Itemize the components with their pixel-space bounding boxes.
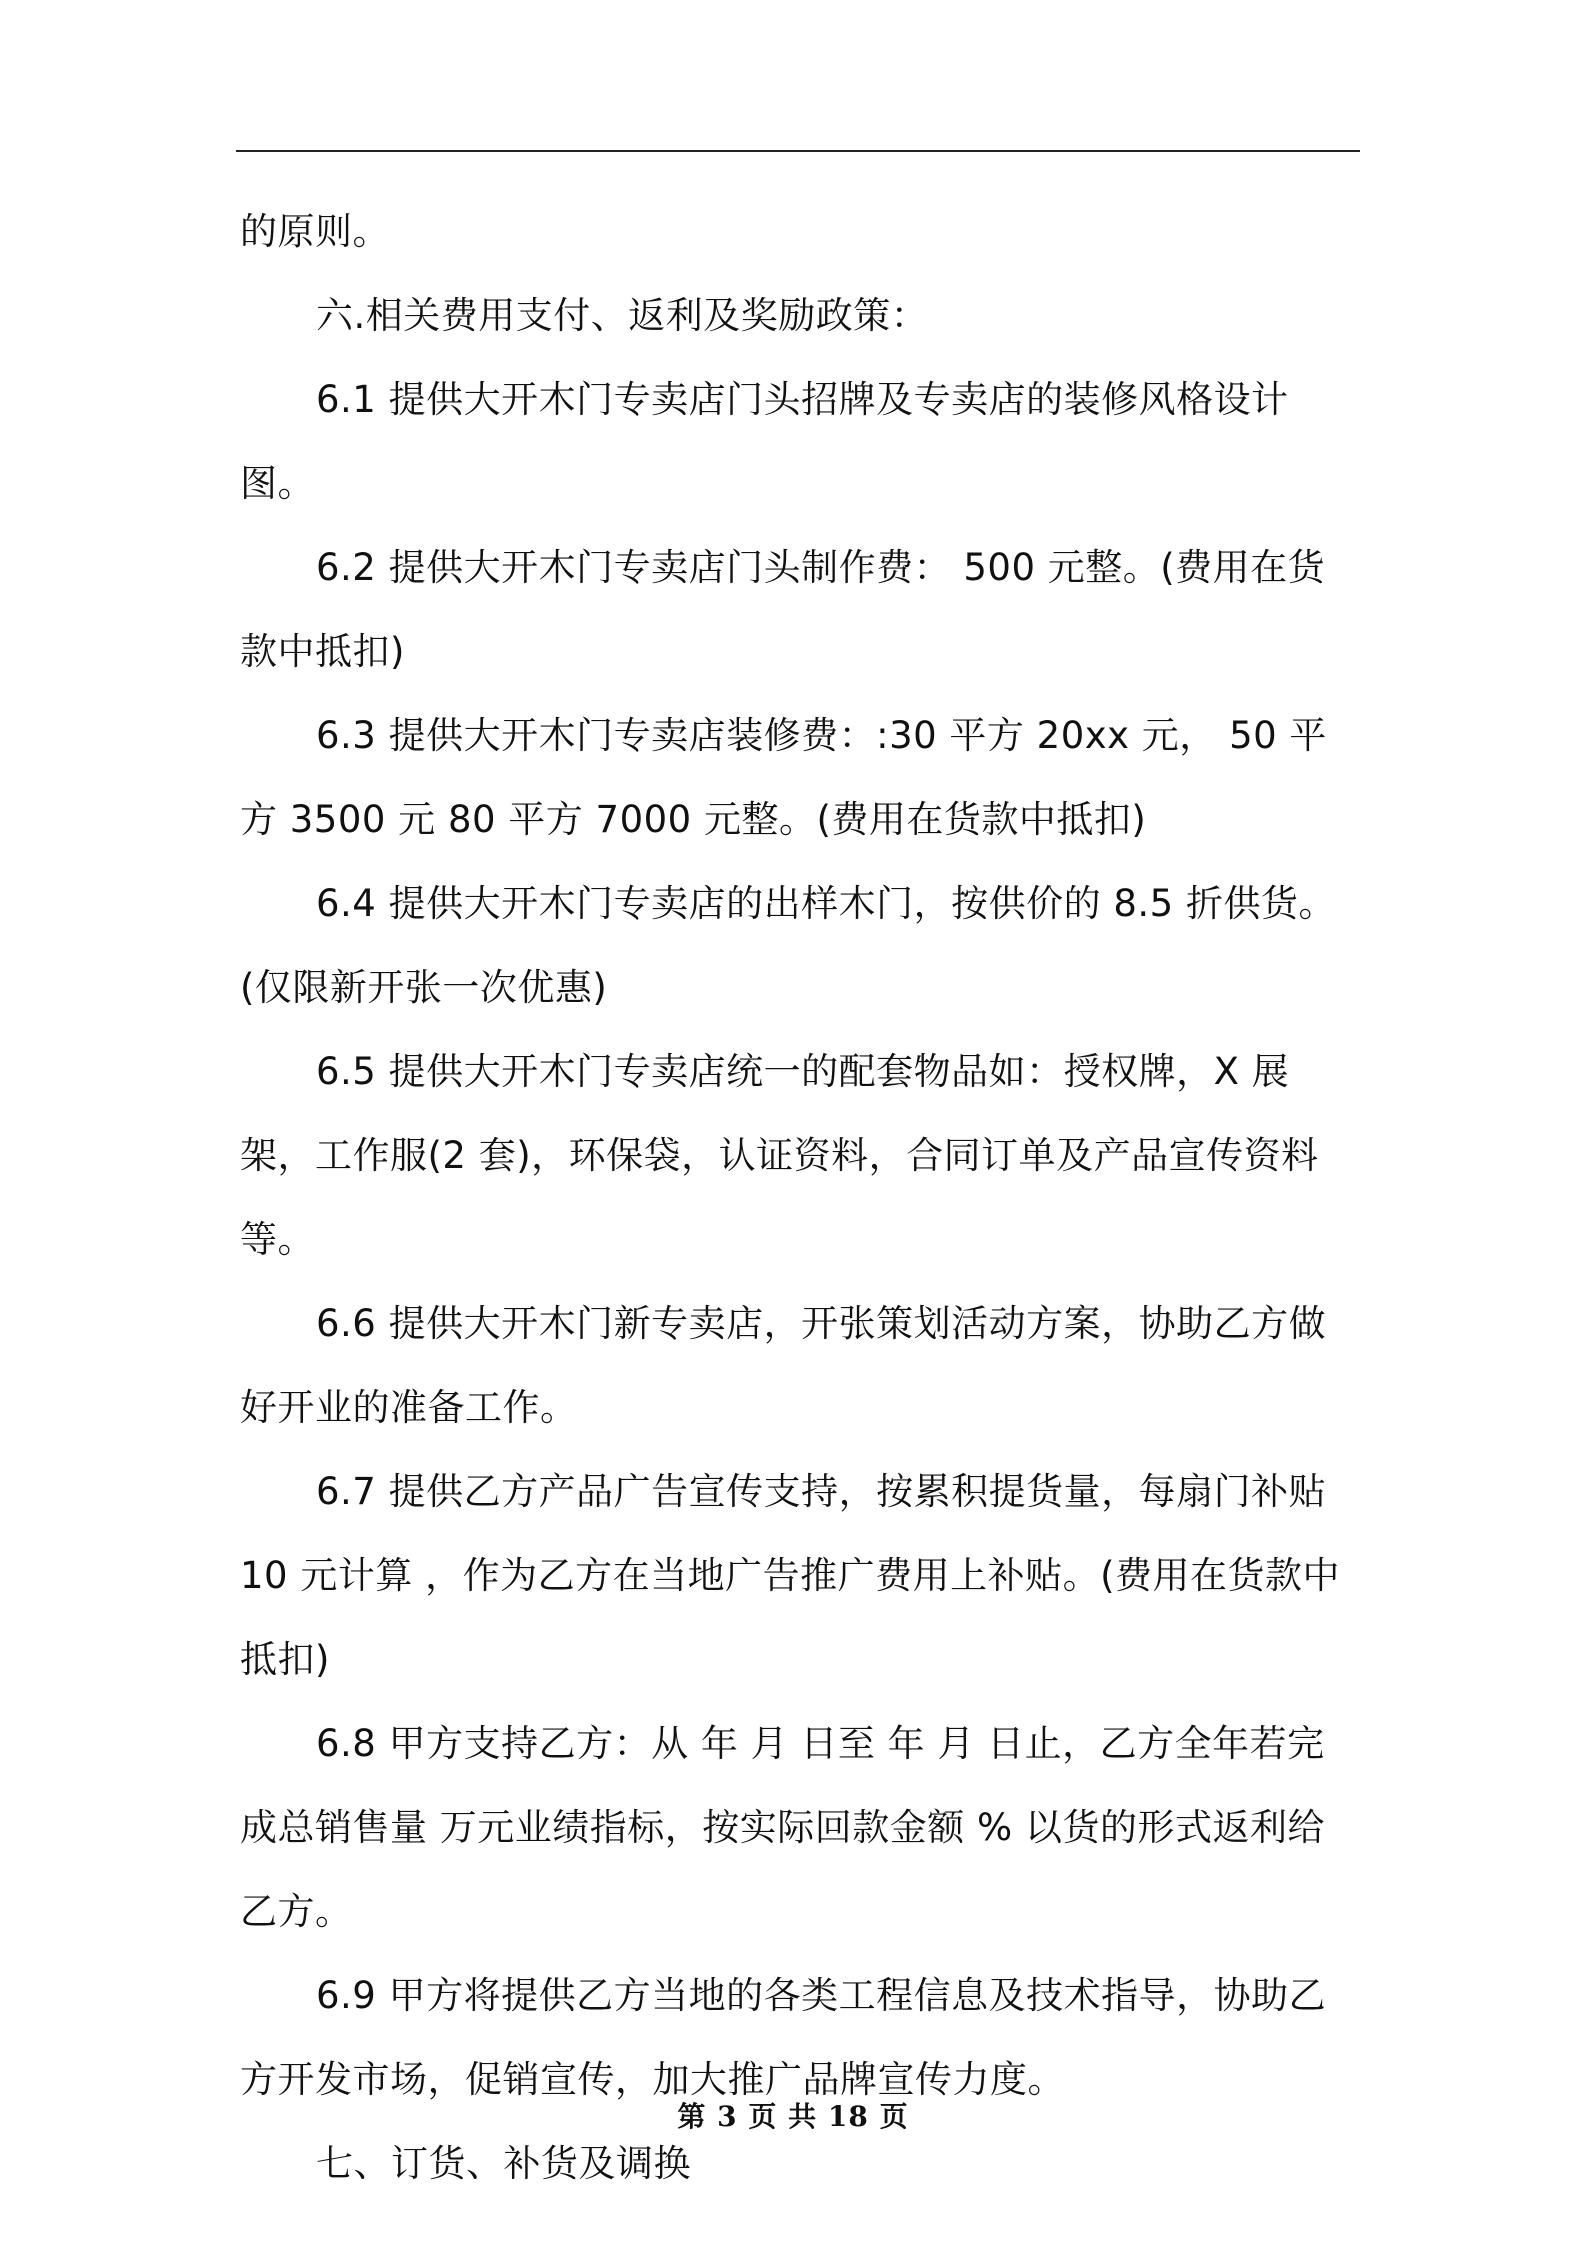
document-body	[240, 190, 1356, 2206]
header-rule	[236, 150, 1360, 152]
clause-6-9: 6.9 甲方将提供乙方当地的各类工程信息及技术指导，协助乙方开发市场，促销宣传，加大推广品牌宣传力度。	[240, 1974, 1327, 2101]
clause-6-3: 6.3 提供大开木门专卖店装修费：:30 平方 20xx 元， 50 平方 3500 元 80 平方 7000 元整。(费用在货款中抵扣)	[240, 714, 1327, 841]
clause-6-5: 6.5 提供大开木门专卖店统一的配套物品如：授权牌，X 展架，工作服(2 套)，环保袋，认证资料，合同订单及产品宣传资料等。	[240, 1050, 1319, 1261]
clause-6-6: 6.6 提供大开木门新专卖店，开张策划活动方案，协助乙方做好开业的准备工作。	[240, 1302, 1327, 1429]
page-number-footer: 第 3 页 共 18 页	[677, 2100, 909, 2133]
clause-6-7: 6.7 提供乙方产品广告宣传支持，按累积提货量，每扇门补贴 10 元计算 ，作为乙方在当地广告推广费用上补贴。(费用在货款中抵扣)	[240, 1470, 1341, 1681]
section-heading-7: 七、订货、补货及调换	[316, 2142, 691, 2185]
paragraph-continuation: 的原则。	[240, 210, 390, 253]
clause-6-8: 6.8 甲方支持乙方：从 年 月 日至 年 月 日止，乙方全年若完成总销售量 万元业绩指标，按实际回款金额 % 以货的形式返利给乙方。	[240, 1722, 1325, 1933]
clause-6-1: 6.1 提供大开木门专卖店门头招牌及专卖店的装修风格设计图。	[240, 378, 1289, 505]
clause-6-2: 6.2 提供大开木门专卖店门头制作费： 500 元整。(费用在货款中抵扣)	[240, 546, 1326, 673]
section-heading-6: 六.相关费用支付、返利及奖励政策：	[316, 294, 929, 337]
clause-6-4: 6.4 提供大开木门专卖店的出样木门，按供价的 8.5 折供货。(仅限新开张一次优惠)	[240, 882, 1336, 1009]
